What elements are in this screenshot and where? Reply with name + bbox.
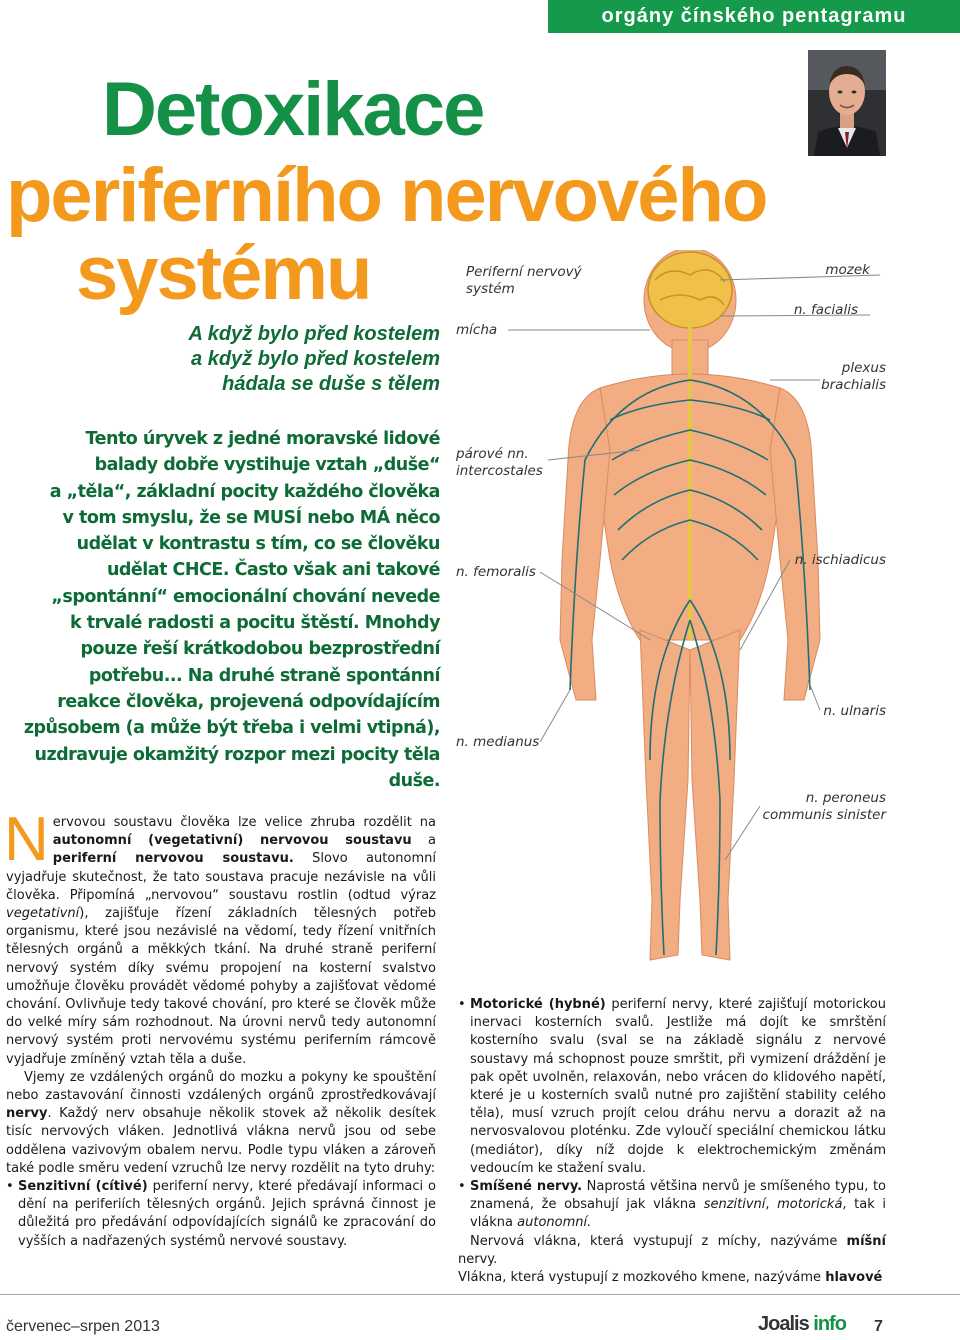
- title-line-2: periferního nervového: [6, 153, 767, 238]
- lead-line: způsobem (a může být třeba i velmi vtipná),: [23, 718, 440, 739]
- diagram-title-label: Periferní nervový systém: [466, 264, 582, 297]
- footer-brand-logo: Joalis info: [758, 1313, 846, 1335]
- label-micha: mícha: [456, 322, 498, 338]
- lead-line: „spontánní“ emocionální chování nevede: [51, 586, 440, 607]
- motto: [130, 322, 440, 397]
- body-column-left: [4, 805, 436, 1251]
- paragraph-intro: Nervovou soustavu člověka lze velice zhruba rozdělit na autonomní (vegetativní) nervovou soustavu a periferní nervovou soustavu. Slovo autonomní vyjadřuje skutečnost, že tato soustava pracuje nezávisle na vůli člověka. Připomíná „nervovou“ soustavu rostlin (odtud výraz vegetativní), zajišťuje řízení základních tělesných potřeb organismu, které jsou nezávislé na vědomí, tedy řízení vnitřních tělesných orgánů a měkkých tkání. Na druhé straně periferní nervový systém díky svému propojení na kosterní svalstvo umožňuje člověku provádět vědomé pohyby a zajišťovat vědomé chování. Ovlivňuje tedy takové chování, pro které se člověk může do velké míry sám rozhodnout. Na úrovni nervů tedy autonomní nervový systém proti nervovému systému periferním rámcově vyjadřuje zmíněný vztah těla a duše.: [4, 805, 436, 1067]
- title-line-1: Detoxikace: [102, 67, 484, 152]
- lead-line: reakce člověka, projevená odpovídajícím: [57, 691, 440, 712]
- label-plexus: plexus brachialis: [821, 360, 886, 393]
- lead-line: balady dobře vystihuje vztah „duše“: [94, 455, 440, 476]
- label-medianus: n. medianus: [456, 734, 540, 750]
- lead-line: uzdravuje okamžitý rozpor mezi pocity těla: [34, 744, 440, 765]
- section-tag: orgány čínského pentagramu: [548, 0, 960, 33]
- body-column-right: [458, 996, 886, 1287]
- label-peroneus: n. peroneus communis sinister: [762, 790, 886, 823]
- drop-cap: N: [4, 805, 49, 874]
- lead-line: duše.: [388, 770, 440, 791]
- nerve-types-list-continued: [458, 996, 886, 1233]
- label-facialis: n. facialis: [793, 302, 858, 318]
- author-portrait: [808, 50, 886, 156]
- lead-line: Tento úryvek z jedné moravské lidové: [85, 429, 440, 449]
- list-item-mixed: • Smíšené nervy. Naprostá většina nervů je smíšeného typu, to znamená, že obsahují jak vlákna senzitivní, motorická, tak i vlákna autonomní.: [458, 1178, 886, 1233]
- lead-line: udělat CHCE. Často však ani takové: [106, 560, 440, 581]
- list-item-motor: • Motorické (hybné) periferní nervy, které zajišťují motorickou inervaci kosterních svalů. Jestliže má dojít ke smrštění kosterního svalu (sval se na základě signálu z nervové soustavy má schopnost pouze smrštit, při vymizení dráždění je pak opět uvolněn, relaxován, nebo vrácen do klidového napětí, které je u kosterních svalů nutné pro zajištění stability celého těla), musí vzruch projít celou dráhu nervu a dorazit až na nervosvalovou ploténku. Zde vyloučí speciální chemickou látku (mediátor), díky níž dojde k elektrochemickým změnám vedoucím ke stažení svalu.: [458, 996, 886, 1178]
- label-ulnaris: n. ulnaris: [823, 703, 886, 719]
- label-femoralis: n. femoralis: [456, 564, 536, 580]
- page-number: 7: [874, 1318, 883, 1335]
- lead-line: a „těla“, základní pocity každého člověka: [49, 481, 440, 502]
- nerve-types-list: [6, 1178, 436, 1251]
- label-intercostales: párové nn. intercostales: [456, 446, 543, 479]
- motto-line: a když bylo před kostelem: [191, 348, 440, 370]
- lead-line: pouze řeší krátkodobou bezprostřední: [80, 639, 440, 660]
- paragraph-cranial: Vlákna, která vystupují z mozkového kmene, nazýváme hlavové: [458, 1270, 883, 1286]
- lead-line: v tom smyslu, že se MUSÍ nebo MÁ něco: [62, 507, 440, 528]
- motto-line: hádala se duše s tělem: [222, 373, 440, 395]
- title-line-3: systému: [76, 231, 371, 316]
- lead-line: potřebu... Na druhé straně spontánní: [88, 665, 440, 686]
- lead-line: k trvalé radosti a pocitu štěstí. Mnohdy: [70, 613, 440, 634]
- lead-paragraph: [8, 426, 440, 794]
- brain: [648, 252, 732, 328]
- list-item-sensitive: • Senzitivní (cítivé) periferní nervy, které předávají informaci o dění na periferiích tělesných orgánů. Jejich správná činnost je důležitá pro předávání odpovídajících signálů ke zpracování do vyšších a nadřazených systémů nervové soustavy.: [6, 1178, 436, 1251]
- footer-divider: [0, 1294, 960, 1295]
- label-mozek: mozek: [825, 262, 870, 278]
- motto-line: A když bylo před kostelem: [188, 323, 440, 345]
- lead-line: udělat v kontrastu s tím, co se člověku: [76, 534, 440, 555]
- paragraph-nerves: Vjemy ze vzdálených orgánů do mozku a pokyny ke spouštění nebo zastavování činnosti vzdálených orgánů zprostředkovávají nervy. Každý nerv obsahuje několik stovek až několik desítek tisíc nervových vláken. Jednotlivá vlákna nervů jsou od sebe oddělena vazivovým obalem nervu. Podle typu vláken a zároveň také podle směru vedení vzruchů lze nervy rozdělit na tyto druhy:: [6, 1069, 436, 1176]
- label-ischiadicus: n. ischiadicus: [794, 552, 886, 568]
- paragraph-spinal: Nervová vlákna, která vystupují z míchy, nazýváme míšní nervy.: [458, 1233, 886, 1267]
- footer-date: červenec–srpen 2013: [6, 1318, 160, 1335]
